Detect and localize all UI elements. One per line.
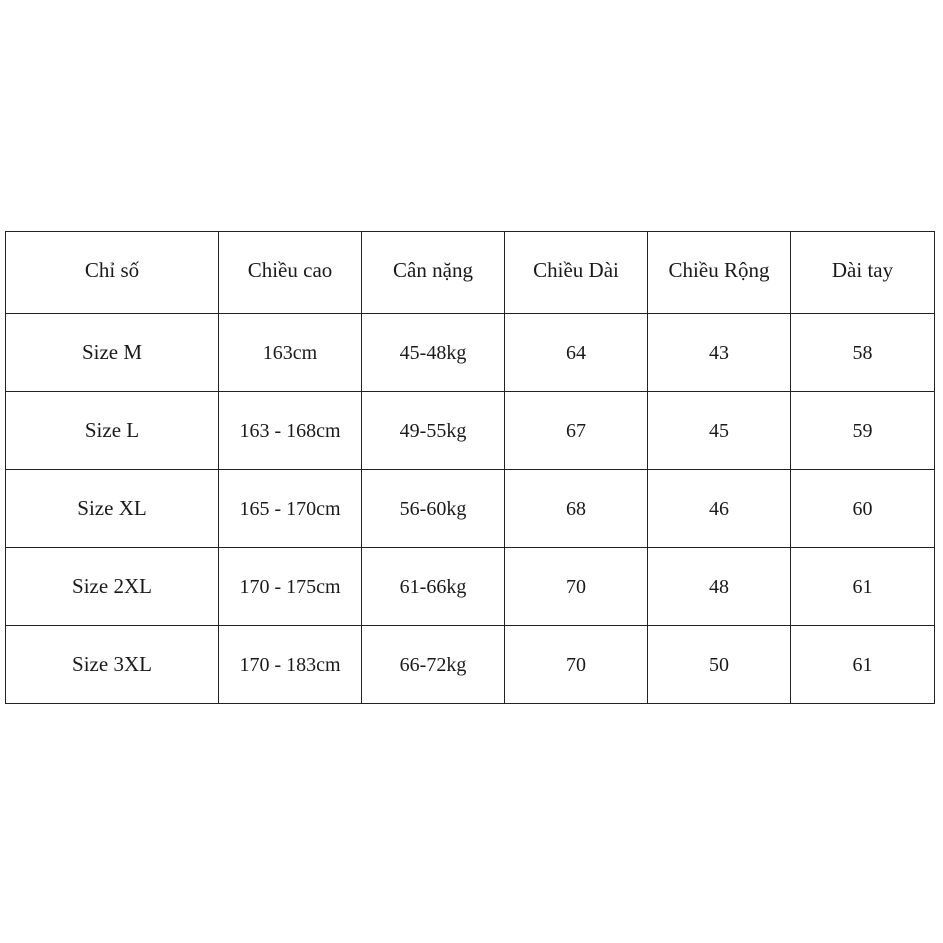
weight-cell: 56-60kg <box>362 470 505 548</box>
width-cell: 45 <box>648 392 791 470</box>
header-cell-height: Chiều cao <box>219 232 362 314</box>
weight-cell: 49-55kg <box>362 392 505 470</box>
height-cell: 163cm <box>219 314 362 392</box>
sleeve-cell: 60 <box>791 470 935 548</box>
size-label-cell: Size M <box>6 314 219 392</box>
weight-cell: 61-66kg <box>362 548 505 626</box>
header-cell-length: Chiều Dài <box>505 232 648 314</box>
weight-cell: 45-48kg <box>362 314 505 392</box>
width-cell: 50 <box>648 626 791 704</box>
weight-cell: 66-72kg <box>362 626 505 704</box>
length-cell: 70 <box>505 626 648 704</box>
length-cell: 64 <box>505 314 648 392</box>
length-cell: 70 <box>505 548 648 626</box>
sleeve-cell: 61 <box>791 548 935 626</box>
table-row <box>6 314 935 392</box>
table-row <box>6 548 935 626</box>
table-row <box>6 392 935 470</box>
height-cell: 170 - 183cm <box>219 626 362 704</box>
size-chart-table <box>5 231 935 704</box>
size-label-cell: Size 3XL <box>6 626 219 704</box>
size-label-cell: Size L <box>6 392 219 470</box>
width-cell: 43 <box>648 314 791 392</box>
header-cell-weight: Cân nặng <box>362 232 505 314</box>
length-cell: 67 <box>505 392 648 470</box>
height-cell: 163 - 168cm <box>219 392 362 470</box>
sleeve-cell: 61 <box>791 626 935 704</box>
header-cell-index: Chỉ số <box>6 232 219 314</box>
size-label-cell: Size XL <box>6 470 219 548</box>
size-label-cell: Size 2XL <box>6 548 219 626</box>
width-cell: 48 <box>648 548 791 626</box>
length-cell: 68 <box>505 470 648 548</box>
height-cell: 165 - 170cm <box>219 470 362 548</box>
table-header-row <box>6 232 935 314</box>
table-row <box>6 626 935 704</box>
header-cell-width: Chiều Rộng <box>648 232 791 314</box>
height-cell: 170 - 175cm <box>219 548 362 626</box>
table-row <box>6 470 935 548</box>
sleeve-cell: 59 <box>791 392 935 470</box>
header-cell-sleeve: Dài tay <box>791 232 935 314</box>
width-cell: 46 <box>648 470 791 548</box>
sleeve-cell: 58 <box>791 314 935 392</box>
